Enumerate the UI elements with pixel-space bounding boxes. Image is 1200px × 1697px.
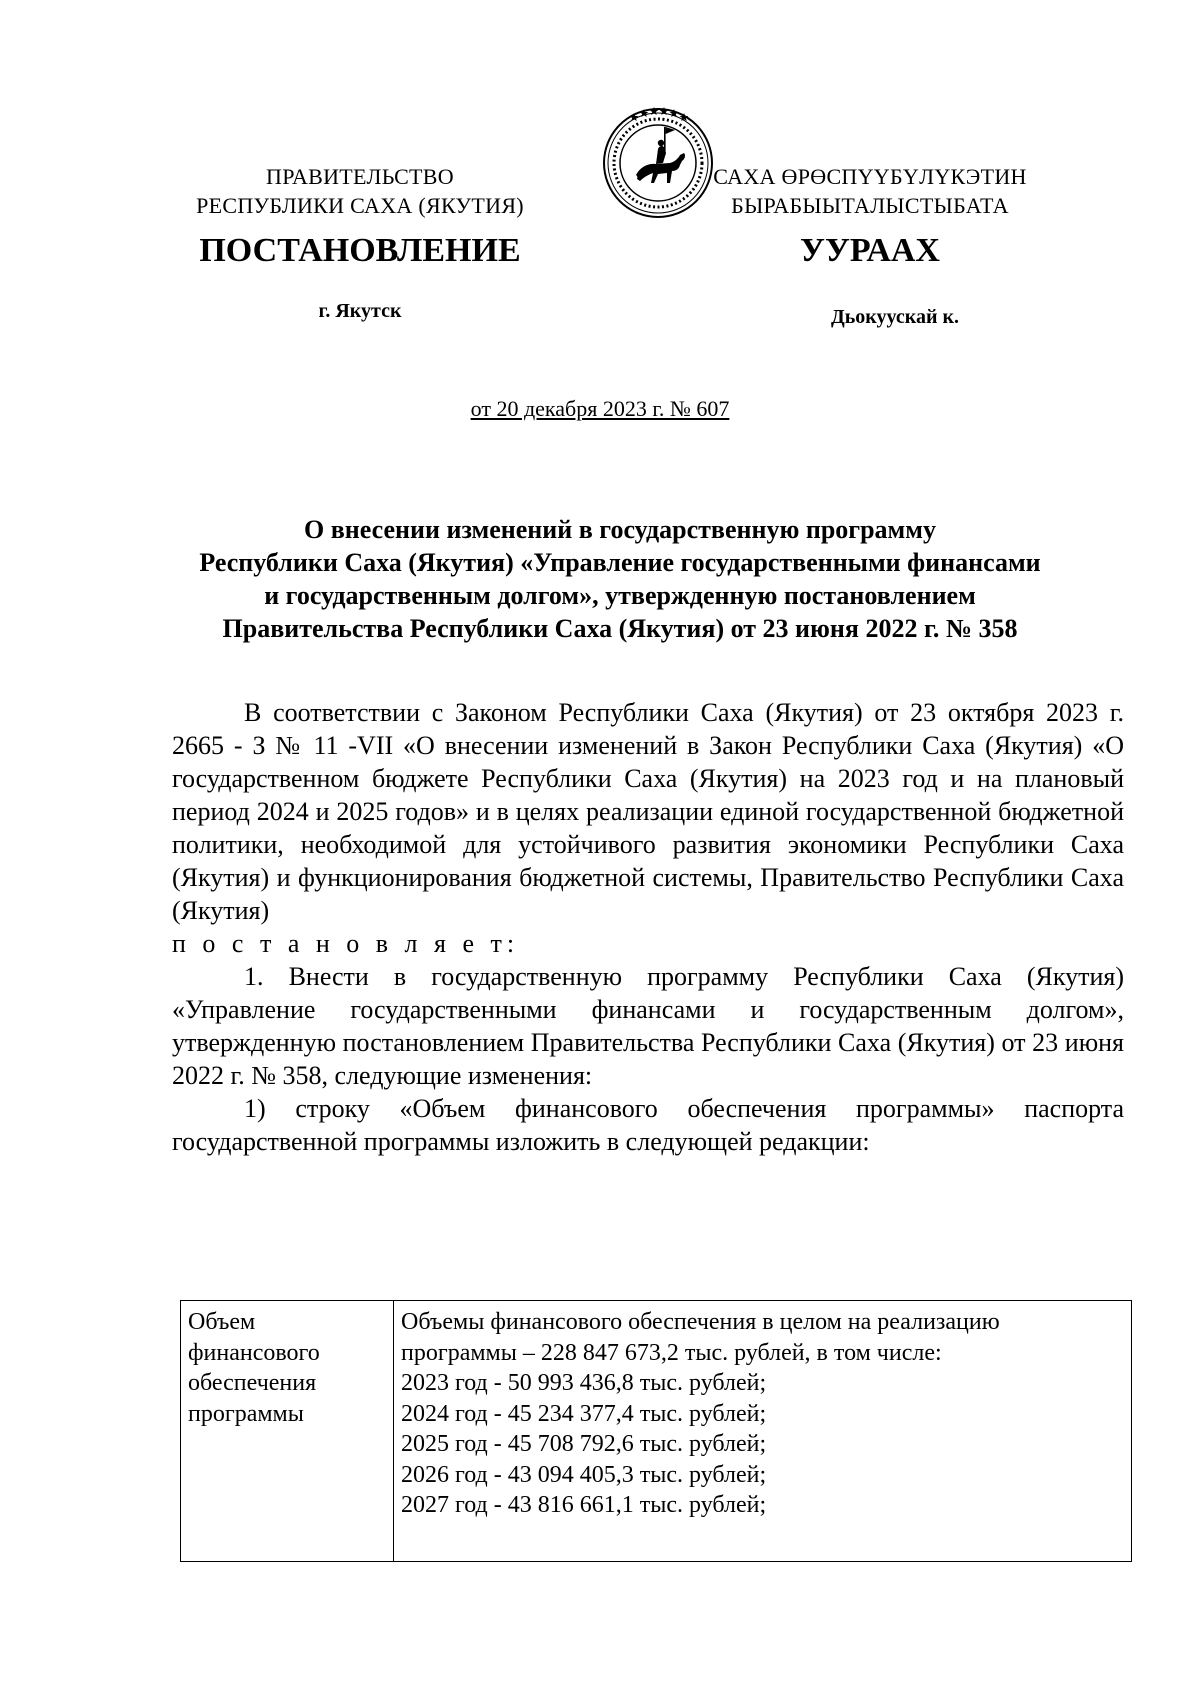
document-title bbox=[140, 513, 1100, 645]
doc-type-ru: ПОСТАНОВЛЕНИЕ bbox=[199, 232, 521, 269]
item-1-paragraph: 1. Внести в государственную программу Республики Саха (Якутия) «Управление государственными финансами и государственным долгом», утвержденную постановлением Правительства Республики Саха (Якутия) от 23 июня 2022 г. № 358, следующие изменения: bbox=[172, 962, 1124, 1090]
label-line: обеспечения bbox=[188, 1370, 317, 1396]
document-body bbox=[172, 696, 1124, 1158]
title-line-3: и государственным долгом», утвержденную постановлением bbox=[264, 581, 976, 610]
place-sakha: Дьокуускай к. bbox=[830, 306, 960, 328]
title-line-4: Правительства Республики Саха (Якутия) от 23 июня 2022 г. № 358 bbox=[222, 614, 1018, 643]
value-line: 2027 год - 43 816 661,1 тыс. рублей; bbox=[401, 1492, 767, 1518]
table-cell-label bbox=[181, 1301, 394, 1562]
value-line: 2026 год - 43 094 405,3 тыс. рублей; bbox=[401, 1461, 767, 1488]
coat-of-arms-emblem bbox=[600, 103, 716, 219]
org-name-ru-line2: РЕСПУБЛИКИ САХА (ЯКУТИЯ) bbox=[196, 193, 524, 218]
document-date-number: от 20 декабря 2023 г. № 607 bbox=[470, 396, 730, 421]
financing-table bbox=[180, 1300, 1132, 1562]
value-line: программы – 228 847 673,2 тыс. рублей, в том числе: bbox=[401, 1339, 942, 1366]
place-ru: г. Якутск bbox=[318, 300, 402, 322]
label-line: финансового bbox=[188, 1339, 320, 1366]
label-line: Объем bbox=[188, 1309, 256, 1335]
doc-type-sakha: УУРААХ bbox=[800, 232, 940, 269]
resolves-line: п о с т а н о в л я е т: bbox=[172, 929, 520, 958]
org-name-sakha-line2: БЫРАБЫЫТАЛЫСТЫБАТА bbox=[731, 193, 1009, 218]
value-line: 2023 год - 50 993 436,8 тыс. рублей; bbox=[401, 1370, 767, 1396]
value-line: Объемы финансового обеспечения в целом на реализацию bbox=[401, 1309, 1000, 1335]
item-1-1-paragraph: 1) строку «Объем финансового обеспечения программы» паспорта государственной программы изложить в следующей редакции: bbox=[172, 1094, 1124, 1156]
org-name-ru bbox=[150, 162, 570, 220]
value-line: 2024 год - 45 234 377,4 тыс. рублей; bbox=[401, 1400, 767, 1427]
table-row bbox=[181, 1301, 1132, 1562]
title-line-2: Республики Саха (Якутия) «Управление государственными финансами bbox=[199, 548, 1041, 577]
preamble-paragraph: В соответствии с Законом Республики Саха (Якутия) от 23 октября 2023 г. 2665 - З № 11 -VII «О внесении изменений в Закон Республики Саха (Якутия) «О государственном бюджете Республики Саха (Якутия) на 2023 год и на плановый период 2024 и 2025 годов» и в целях реализации единой государственной бюджетной политики, необходимой для устойчивого развития экономики Республики Саха (Якутия) и функционирования бюджетной системы, Правительство Республики Саха (Якутия) bbox=[172, 698, 1124, 925]
table-cell-value bbox=[394, 1301, 1132, 1562]
value-line: 2025 год - 45 708 792,6 тыс. рублей; bbox=[401, 1431, 767, 1457]
org-name-sakha-line1: САХА ӨРӨСПҮҮБҮЛҮКЭТИН bbox=[713, 164, 1027, 189]
org-name-ru-line1: ПРАВИТЕЛЬСТВО bbox=[266, 164, 454, 189]
label-line: программы bbox=[188, 1400, 304, 1427]
org-name-sakha bbox=[700, 162, 1040, 220]
title-line-1: О внесении изменений в государственную программу bbox=[304, 515, 936, 544]
